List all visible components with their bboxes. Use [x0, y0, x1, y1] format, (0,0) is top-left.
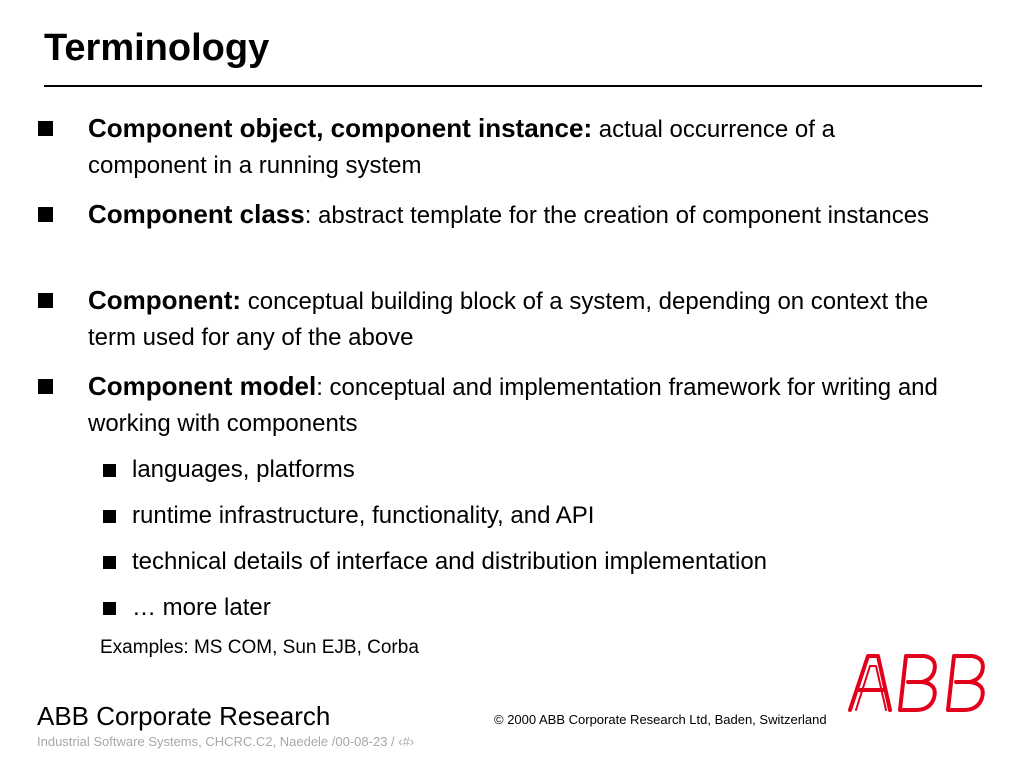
sub-bullet-text: … more later — [132, 594, 271, 621]
footer-copyright: © 2000 ABB Corporate Research Ltd, Baden, Switzerland — [494, 712, 827, 727]
sub-bullet-item — [132, 544, 767, 580]
slide-title: Terminology — [44, 27, 270, 69]
bullet-item — [88, 368, 958, 442]
sub-bullet-item — [132, 590, 271, 626]
square-bullet-icon — [38, 293, 53, 308]
bullet-text: : conceptual and implementation framework for writing and working with components — [88, 374, 938, 437]
bullet-item — [88, 110, 958, 184]
bullet-term: Component object, component instance: — [88, 113, 593, 143]
footer-organization: ABB Corporate Research — [37, 701, 331, 731]
sub-bullet-item — [132, 452, 355, 488]
footer-subtitle: Industrial Software Systems, CHCRC.C2, Naedele /00-08-23 / ‹#› — [37, 734, 415, 749]
sub-bullet-item — [132, 498, 594, 534]
square-bullet-icon — [38, 379, 53, 394]
bullet-item — [88, 196, 958, 234]
square-bullet-icon — [38, 121, 53, 136]
square-bullet-icon — [103, 510, 116, 523]
square-bullet-icon — [103, 464, 116, 477]
sub-bullet-text: runtime infrastructure, functionality, and API — [132, 502, 595, 529]
bullet-text: actual occurrence of a component in a running system — [88, 116, 835, 179]
square-bullet-icon — [103, 602, 116, 615]
bullet-term: Component class — [88, 199, 305, 229]
sub-bullet-text: technical details of interface and distribution implementation — [132, 548, 768, 575]
square-bullet-icon — [103, 556, 116, 569]
bullet-term: Component: — [88, 285, 242, 315]
square-bullet-icon — [38, 207, 53, 222]
abb-logo-icon — [846, 650, 996, 716]
examples-line: Examples: MS COM, Sun EJB, Corba — [100, 637, 419, 658]
title-divider — [44, 85, 982, 87]
bullet-text: conceptual building block of a system, depending on context the term used for any of the above — [88, 288, 929, 351]
bullet-term: Component model — [88, 371, 317, 401]
bullet-item — [88, 282, 958, 356]
bullet-text: : abstract template for the creation of component instances — [304, 202, 930, 229]
sub-bullet-text: languages, platforms — [132, 456, 355, 483]
